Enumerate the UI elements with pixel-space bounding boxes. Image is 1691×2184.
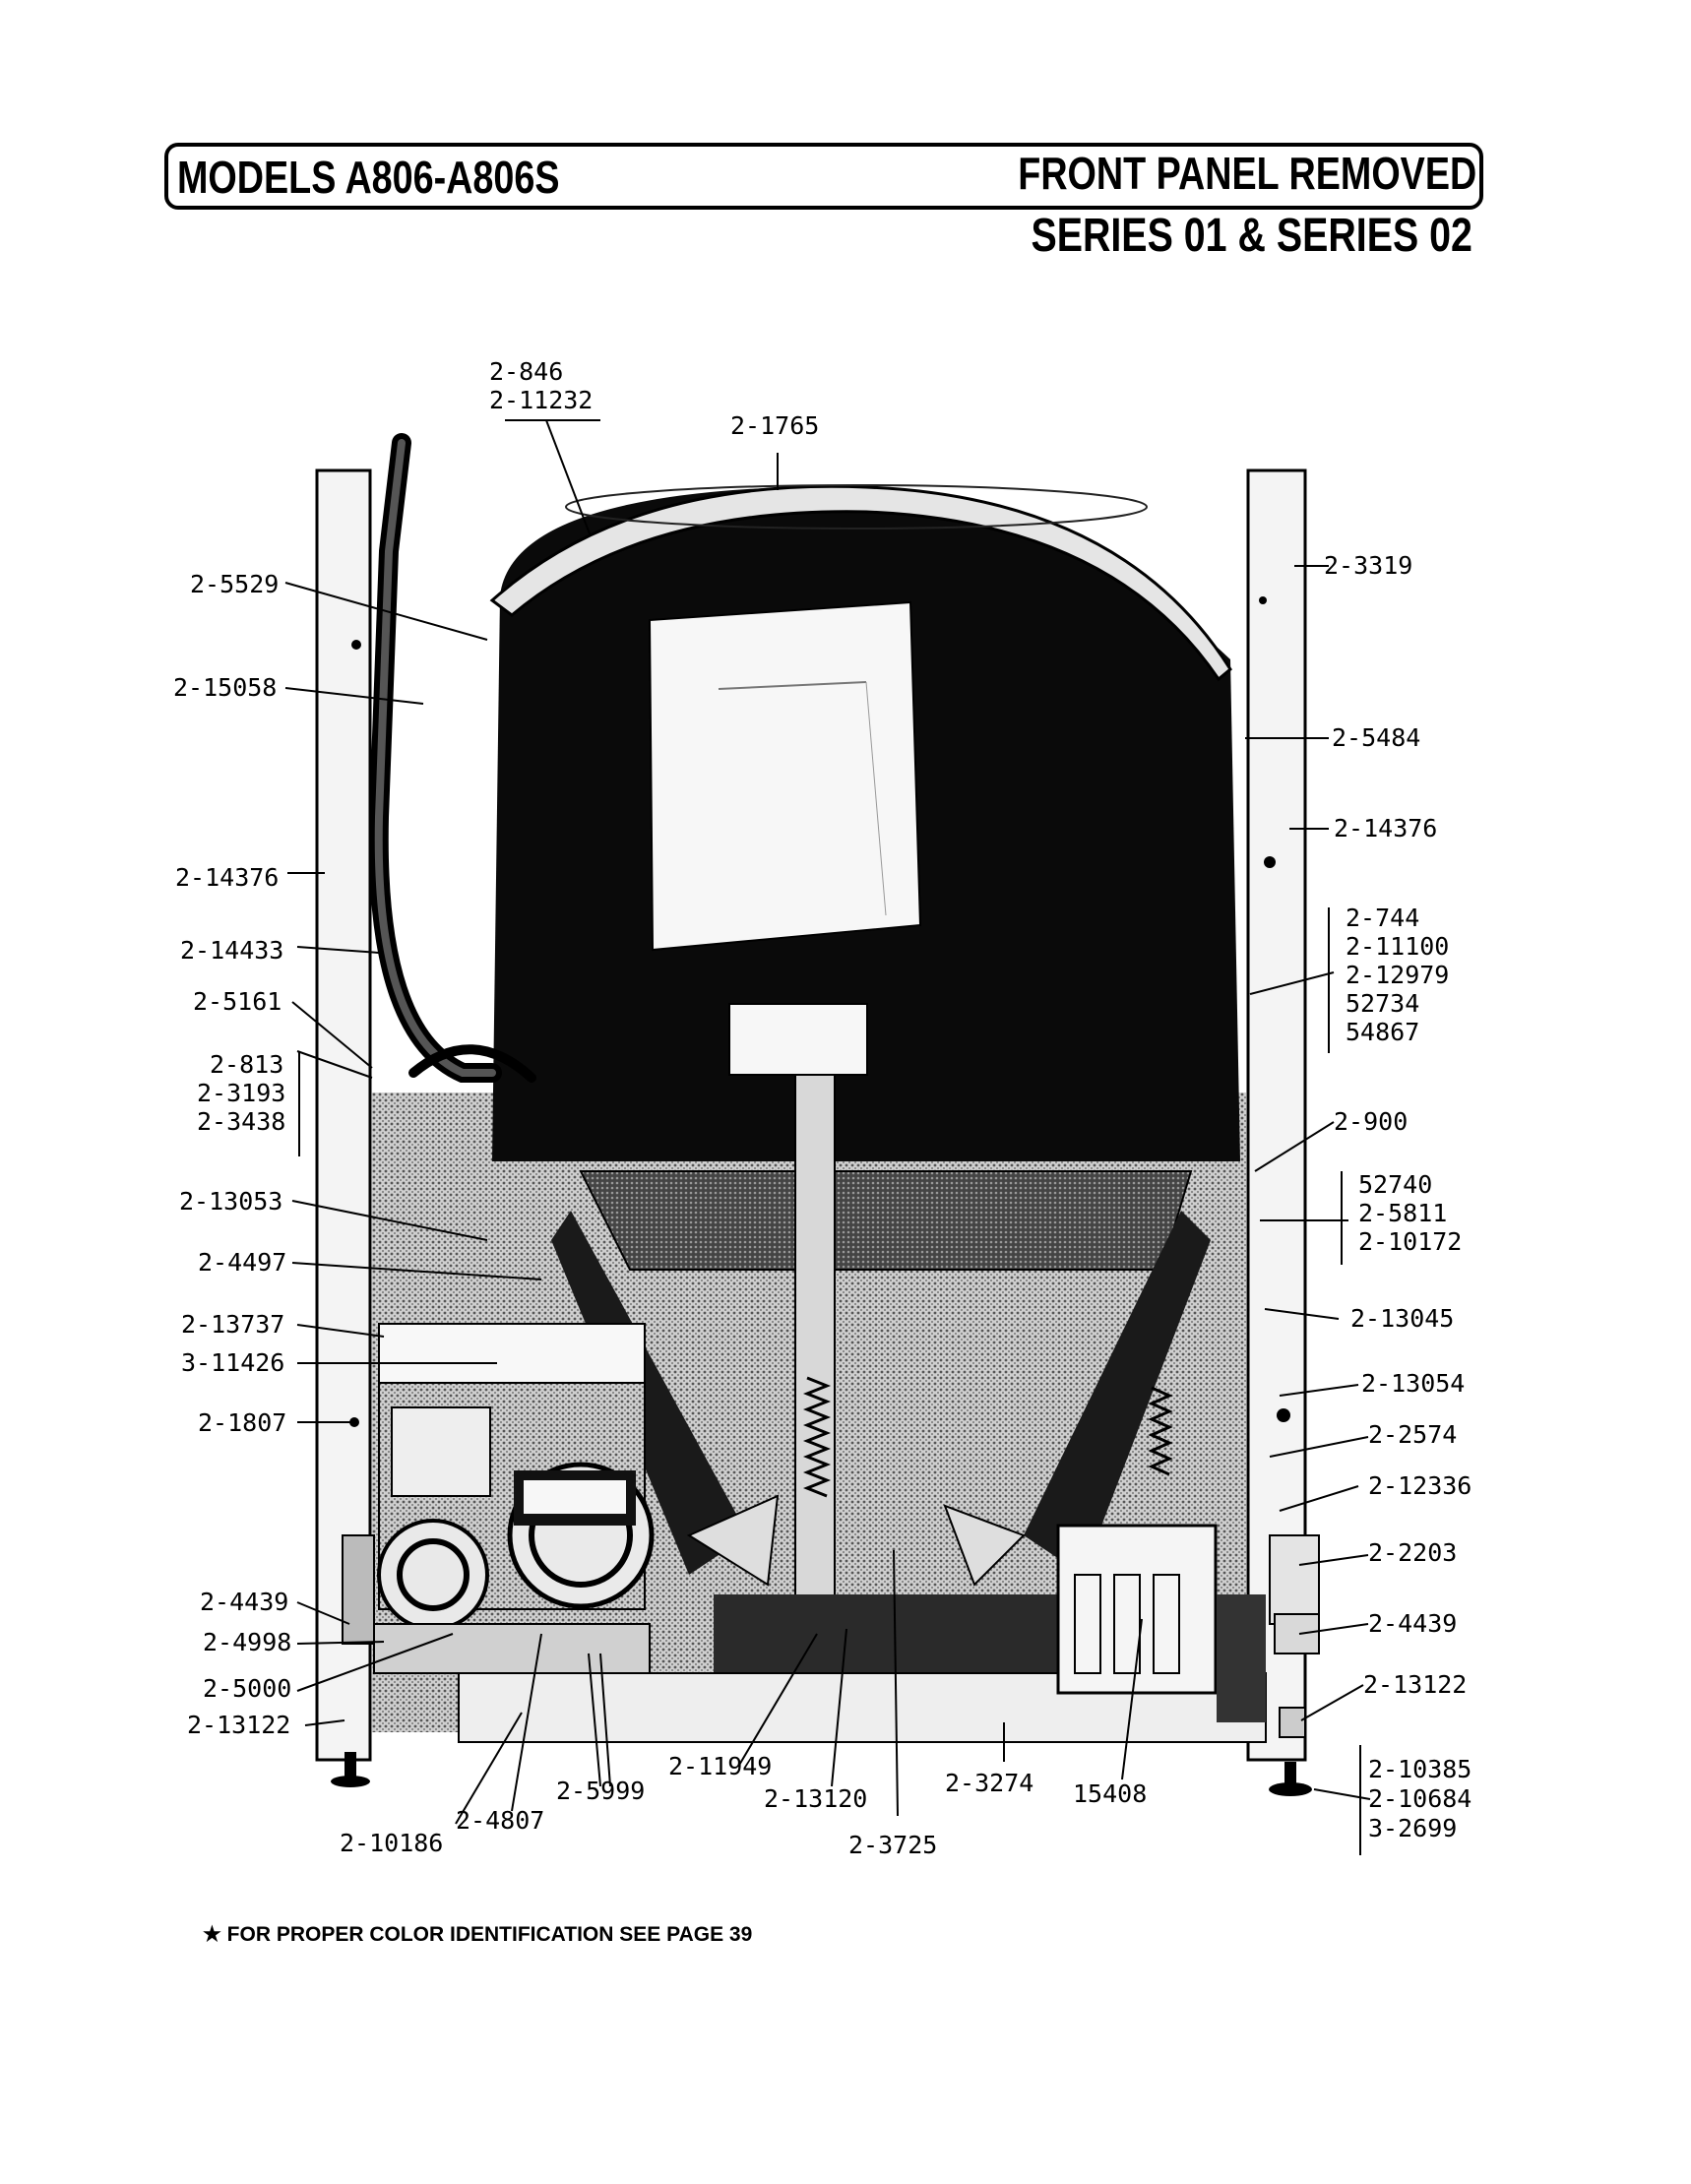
part-label: 2-10385	[1368, 1755, 1472, 1783]
part-label: 2-3438	[197, 1107, 286, 1136]
part-label: 2-2574	[1368, 1420, 1458, 1449]
tub-label-plate	[650, 602, 920, 950]
part-label: 52734	[1346, 989, 1420, 1018]
part-label: 2-2203	[1368, 1538, 1458, 1567]
series-subtitle: SERIES 01 & SERIES 02	[1031, 210, 1472, 262]
part-label: 2-15058	[173, 673, 278, 702]
part-label: 2-1765	[730, 411, 820, 440]
part-label: 2-11232	[489, 386, 594, 414]
part-label: 2-5161	[193, 987, 282, 1016]
part-label: 2-10684	[1368, 1784, 1472, 1813]
part-label: 2-11100	[1346, 932, 1450, 961]
part-label: 2-846	[489, 357, 564, 386]
part-label: 2-4807	[456, 1806, 545, 1835]
part-label: 54867	[1346, 1018, 1420, 1046]
part-label: 2-5999	[556, 1777, 646, 1805]
part-label: 15408	[1073, 1779, 1148, 1808]
color-footnote: ★ FOR PROPER COLOR IDENTIFICATION SEE PAGE 39	[203, 1923, 753, 1946]
part-label: 2-14376	[175, 863, 280, 892]
part-label: 2-813	[210, 1050, 284, 1079]
part-label: 2-5529	[190, 570, 280, 598]
part-label: 2-4439	[200, 1588, 289, 1616]
part-label: 2-3274	[945, 1769, 1034, 1797]
part-label: 2-10186	[340, 1829, 444, 1857]
part-label: 2-3319	[1324, 551, 1413, 580]
part-label: 2-13053	[179, 1187, 283, 1216]
part-label: 2-744	[1346, 904, 1420, 932]
part-label: 2-13122	[1363, 1670, 1468, 1699]
part-label: 2-4439	[1368, 1609, 1458, 1638]
view-title: FRONT PANEL REMOVED	[1018, 148, 1476, 199]
part-label: 2-900	[1334, 1107, 1409, 1136]
part-label: 2-12336	[1368, 1471, 1472, 1500]
part-label: 2-3193	[197, 1079, 286, 1107]
part-label: 2-13054	[1361, 1369, 1466, 1398]
part-label: 2-1807	[198, 1408, 287, 1437]
part-label: 2-14376	[1334, 814, 1438, 842]
part-label: 2-13045	[1350, 1304, 1455, 1333]
part-label: 3-11426	[181, 1348, 285, 1377]
part-label: 2-14433	[180, 936, 284, 965]
part-label: 2-10172	[1358, 1227, 1463, 1256]
part-label: 2-4497	[198, 1248, 287, 1277]
part-label: 2-4998	[203, 1628, 292, 1656]
part-label: 52740	[1358, 1170, 1433, 1199]
part-label: 2-5000	[203, 1674, 292, 1703]
models-title: MODELS A806-A806S	[177, 152, 560, 203]
part-label: 3-2699	[1368, 1814, 1458, 1842]
part-label: 2-11949	[668, 1752, 773, 1780]
part-label: 2-5484	[1332, 723, 1421, 752]
part-label: 2-13122	[187, 1711, 291, 1739]
part-label: 2-13737	[181, 1310, 285, 1339]
part-label: 2-5811	[1358, 1199, 1448, 1227]
part-label: 2-13120	[764, 1784, 868, 1813]
part-label: 2-3725	[848, 1831, 938, 1859]
part-label: 2-12979	[1346, 961, 1450, 989]
